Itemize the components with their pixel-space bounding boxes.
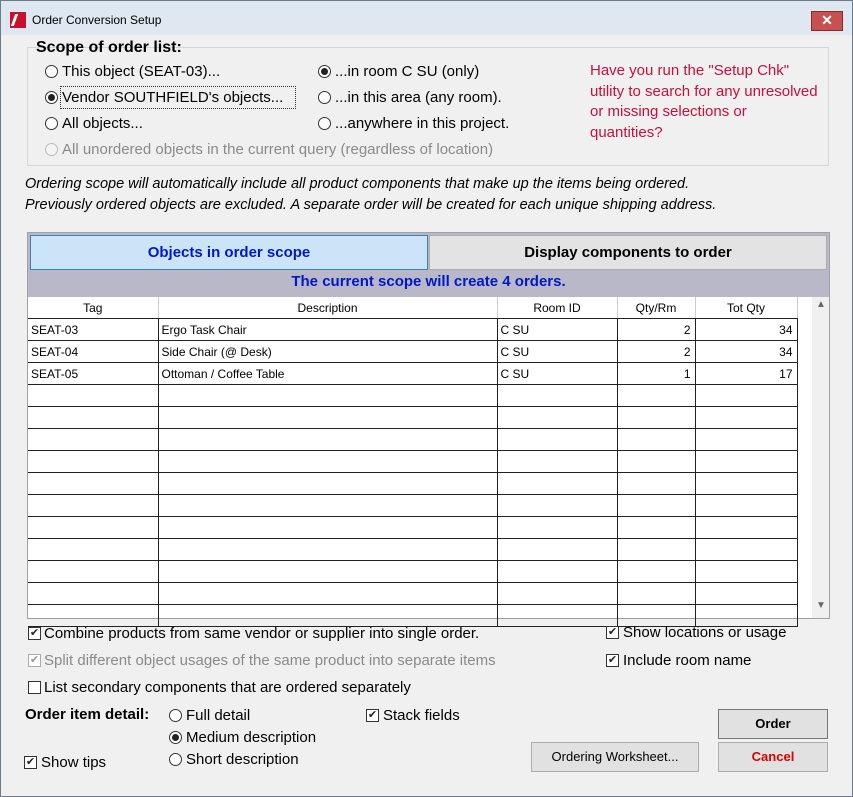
empty-table-row[interactable] <box>28 539 797 561</box>
empty-cell[interactable] <box>28 561 158 583</box>
cell-room-id[interactable]: C SU <box>497 341 617 363</box>
empty-cell[interactable] <box>497 407 617 429</box>
empty-cell[interactable] <box>695 583 797 605</box>
empty-cell[interactable] <box>695 407 797 429</box>
detail-medium-label[interactable]: Medium description <box>186 729 317 746</box>
scroll-up-icon[interactable]: ▲ <box>816 299 826 310</box>
combine-checkbox[interactable]: ✔ <box>29 627 40 639</box>
scope-area-label[interactable]: ...in this area (any room). <box>335 89 502 106</box>
empty-cell[interactable] <box>617 451 695 473</box>
empty-cell[interactable] <box>695 495 797 517</box>
empty-cell[interactable] <box>695 429 797 451</box>
scope-unordered-label[interactable]: All unordered objects in the current query (regardless of location) <box>62 141 494 158</box>
scope-all-objects-radio[interactable] <box>45 117 58 130</box>
grid-vertical-scrollbar[interactable] <box>812 297 829 618</box>
scope-info-line1: Ordering scope will automatically include all product components that make up the items being ordered. <box>25 176 690 192</box>
empty-cell[interactable] <box>158 407 497 429</box>
empty-cell[interactable] <box>617 539 695 561</box>
col-header-description[interactable]: Description <box>158 297 497 319</box>
window-title: Order Conversion Setup <box>32 13 162 27</box>
empty-cell[interactable] <box>617 429 695 451</box>
cell-room-id[interactable]: C SU <box>497 319 617 341</box>
empty-cell[interactable] <box>158 451 497 473</box>
empty-cell[interactable] <box>497 429 617 451</box>
empty-cell[interactable] <box>28 451 158 473</box>
tab-objects-in-scope[interactable]: Objects in order scope <box>30 235 428 270</box>
secondary-checkbox[interactable] <box>28 681 41 694</box>
combine-label[interactable]: Combine products from same vendor or supplier into single order. <box>44 625 480 642</box>
empty-cell[interactable] <box>617 385 695 407</box>
empty-cell[interactable] <box>158 495 497 517</box>
cell-tag[interactable]: SEAT-04 <box>28 341 158 363</box>
empty-cell[interactable] <box>28 385 158 407</box>
secondary-label[interactable]: List secondary components that are ordered separately <box>44 679 411 696</box>
cell-description[interactable]: Side Chair (@ Desk) <box>158 341 497 363</box>
cell-qty-rm[interactable]: 1 <box>617 363 695 385</box>
empty-table-row[interactable] <box>28 495 797 517</box>
empty-cell[interactable] <box>695 539 797 561</box>
empty-cell[interactable] <box>158 517 497 539</box>
empty-cell[interactable] <box>497 473 617 495</box>
show-tips-label[interactable]: Show tips <box>41 754 107 771</box>
empty-cell[interactable] <box>695 473 797 495</box>
col-header-room-id[interactable]: Room ID <box>497 297 617 319</box>
detail-short-label[interactable]: Short description <box>186 751 299 768</box>
empty-table-row[interactable] <box>28 517 797 539</box>
empty-cell[interactable] <box>617 517 695 539</box>
show-tips-checkbox[interactable]: ✔ <box>25 756 36 768</box>
col-header-tot-qty[interactable]: Tot Qty <box>695 297 797 319</box>
table-row[interactable] <box>28 319 797 341</box>
detail-full-radio[interactable] <box>169 709 182 722</box>
col-header-qty-rm[interactable]: Qty/Rm <box>617 297 695 319</box>
empty-cell[interactable] <box>695 385 797 407</box>
empty-cell[interactable] <box>158 583 497 605</box>
table-row[interactable] <box>28 341 797 363</box>
empty-cell[interactable] <box>28 473 158 495</box>
empty-cell[interactable] <box>158 605 497 627</box>
dialog-body <box>9 35 844 788</box>
scope-info <box>25 174 716 216</box>
empty-cell[interactable] <box>695 451 797 473</box>
empty-cell[interactable] <box>497 539 617 561</box>
empty-cell[interactable] <box>617 561 695 583</box>
empty-cell[interactable] <box>158 539 497 561</box>
cell-description[interactable]: Ottoman / Coffee Table <box>158 363 497 385</box>
col-header-tag[interactable]: Tag <box>28 297 158 319</box>
scope-project-radio[interactable] <box>318 117 331 130</box>
scroll-down-icon[interactable]: ▼ <box>816 600 826 611</box>
show-locations-checkbox[interactable]: ✔ <box>607 626 618 638</box>
scope-heading: Scope of order list: <box>36 39 182 56</box>
ordering-worksheet-button[interactable]: Ordering Worksheet... <box>531 742 699 772</box>
empty-cell[interactable] <box>28 407 158 429</box>
cell-tot-qty[interactable]: 34 <box>695 319 797 341</box>
empty-table-row[interactable] <box>28 451 797 473</box>
setup-chk-tip: Have you run the "Setup Chk" utility to search for any unresolved or missing selections or quantities? <box>590 62 818 141</box>
empty-cell[interactable] <box>28 429 158 451</box>
empty-table-row[interactable] <box>28 561 797 583</box>
empty-cell[interactable] <box>695 517 797 539</box>
include-room-checkbox[interactable]: ✔ <box>607 654 618 666</box>
empty-cell[interactable] <box>497 561 617 583</box>
stack-fields-checkbox[interactable]: ✔ <box>367 709 378 721</box>
cell-tot-qty[interactable]: 17 <box>695 363 797 385</box>
empty-cell[interactable] <box>28 583 158 605</box>
scope-area-radio[interactable] <box>318 91 331 104</box>
cell-qty-rm[interactable]: 2 <box>617 341 695 363</box>
scope-order-count: The current scope will create 4 orders. <box>291 273 566 290</box>
empty-cell[interactable] <box>695 561 797 583</box>
empty-cell[interactable] <box>497 583 617 605</box>
cell-tag[interactable]: SEAT-03 <box>28 319 158 341</box>
scope-this-object-label[interactable]: This object (SEAT-03)... <box>62 63 221 80</box>
split-label[interactable]: Split different object usages of the same product into separate items <box>44 652 496 669</box>
empty-table-row[interactable] <box>28 407 797 429</box>
empty-cell[interactable] <box>617 407 695 429</box>
scope-room-radio[interactable] <box>318 65 331 78</box>
empty-table-row[interactable] <box>28 429 797 451</box>
grid-header-row <box>28 297 797 319</box>
scope-this-object-radio[interactable] <box>45 65 58 78</box>
scope-room-label[interactable]: ...in room C SU (only) <box>335 63 480 80</box>
empty-cell[interactable] <box>617 473 695 495</box>
empty-cell[interactable] <box>28 539 158 561</box>
empty-table-row[interactable] <box>28 473 797 495</box>
stack-fields-label[interactable]: Stack fields <box>383 707 460 724</box>
empty-table-row[interactable] <box>28 583 797 605</box>
empty-cell[interactable] <box>158 561 497 583</box>
cell-description[interactable]: Ergo Task Chair <box>158 319 497 341</box>
scope-info-line2: Previously ordered objects are excluded. A separate order will be created for each unique shipping address. <box>25 197 717 213</box>
cell-room-id[interactable]: C SU <box>497 363 617 385</box>
empty-cell[interactable] <box>497 495 617 517</box>
show-locations-label[interactable]: Show locations or usage <box>623 624 787 641</box>
split-checkbox[interactable]: ✔ <box>29 654 40 666</box>
empty-cell[interactable] <box>158 473 497 495</box>
include-room-label[interactable]: Include room name <box>623 652 752 669</box>
table-row[interactable] <box>28 363 797 385</box>
objects-table <box>28 297 798 627</box>
empty-cell[interactable] <box>158 385 497 407</box>
empty-cell[interactable] <box>617 495 695 517</box>
order-button[interactable]: Order <box>718 709 828 739</box>
order-item-detail-label: Order item detail: <box>25 706 150 723</box>
empty-cell[interactable] <box>28 517 158 539</box>
empty-cell[interactable] <box>158 429 497 451</box>
title-bar <box>1 1 852 35</box>
detail-short-radio[interactable] <box>169 753 182 766</box>
scope-unordered-radio[interactable] <box>45 143 58 156</box>
tab-display-components[interactable]: Display components to order <box>429 235 827 270</box>
empty-cell[interactable] <box>28 495 158 517</box>
scope-vendor-label[interactable]: Vendor SOUTHFIELD's objects... <box>62 89 284 106</box>
empty-cell[interactable] <box>497 385 617 407</box>
empty-cell[interactable] <box>497 605 617 627</box>
cancel-button[interactable]: Cancel <box>718 742 828 772</box>
cell-tag[interactable]: SEAT-05 <box>28 363 158 385</box>
objects-grid <box>28 297 829 618</box>
close-button[interactable]: ✕ <box>811 11 843 31</box>
detail-medium-radio[interactable] <box>169 731 182 744</box>
empty-cell[interactable] <box>497 517 617 539</box>
app-logo-icon <box>10 12 26 28</box>
scope-all-objects-label[interactable]: All objects... <box>62 115 143 132</box>
empty-cell[interactable] <box>497 451 617 473</box>
scope-project-label[interactable]: ...anywhere in this project. <box>335 115 510 132</box>
scope-vendor-radio[interactable] <box>45 91 58 104</box>
empty-cell[interactable] <box>28 605 158 627</box>
cell-qty-rm[interactable]: 2 <box>617 319 695 341</box>
cell-tot-qty[interactable]: 34 <box>695 341 797 363</box>
empty-table-row[interactable] <box>28 385 797 407</box>
detail-full-label[interactable]: Full detail <box>186 707 251 724</box>
order-scope-panel <box>27 232 830 619</box>
empty-cell[interactable] <box>617 583 695 605</box>
